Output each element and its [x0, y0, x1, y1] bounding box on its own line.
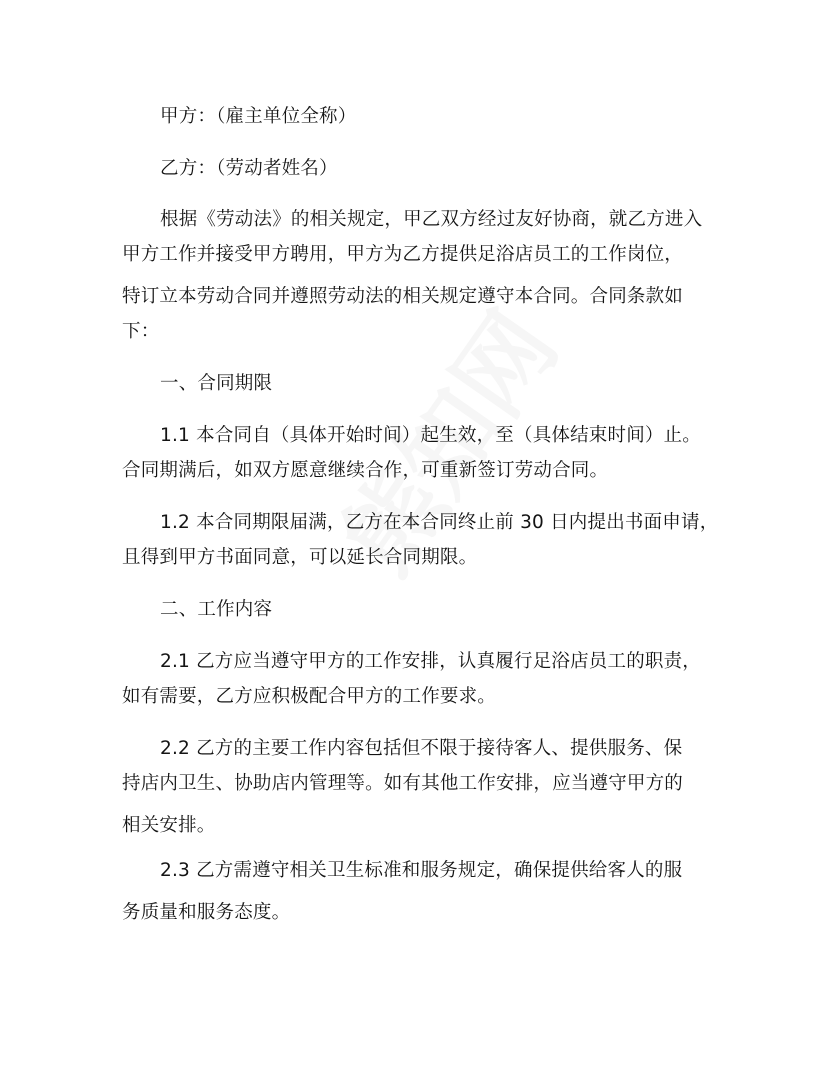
- clause-line: 2.2 乙方的主要工作内容包括但不限于接待客人、提供服务、保: [160, 738, 683, 759]
- clause-line: 且得到甲方书面同意，可以延长合同期限。: [122, 547, 478, 568]
- clause-line: 如有需要，乙方应积极配合甲方的工作要求。: [122, 686, 497, 707]
- clause-line: 相关安排。: [122, 815, 216, 836]
- section-heading: 一、合同期限: [160, 373, 273, 394]
- party-b-line: 乙方：（劳动者姓名）: [160, 158, 338, 179]
- clause-line: 2.3 乙方需遵守相关卫生标准和服务规定，确保提供给客人的服: [160, 860, 683, 881]
- intro-line: 甲方工作并接受甲方聘用，甲方为乙方提供足浴店员工的工作岗位，: [122, 244, 684, 265]
- clause-line: 持店内卫生、协助店内管理等。如有其他工作安排，应当遵守甲方的: [122, 773, 684, 794]
- intro-line: 下：: [122, 321, 160, 342]
- intro-line: 特订立本劳动合同并遵照劳动法的相关规定遵守本合同。合同条款如: [122, 286, 684, 307]
- section-heading: 二、工作内容: [160, 599, 273, 620]
- clause-line: 1.1 本合同自（具体开始时间）起生效，至（具体结束时间）止。: [160, 425, 702, 446]
- clause-line: 1.2 本合同期限届满，乙方在本合同终止前 30 日内提出书面申请，: [160, 512, 719, 533]
- clause-line: 务质量和服务态度。: [122, 902, 291, 923]
- clause-line: 合同期满后，如双方愿意继续合作，可重新签订劳动合同。: [122, 460, 609, 481]
- clause-line: 2.1 乙方应当遵守甲方的工作安排，认真履行足浴店员工的职责，: [160, 651, 702, 672]
- intro-line: 根据《劳动法》的相关规定，甲乙双方经过友好协商，就乙方进入: [160, 209, 703, 230]
- party-a-line: 甲方：（雇主单位全称）: [160, 106, 357, 127]
